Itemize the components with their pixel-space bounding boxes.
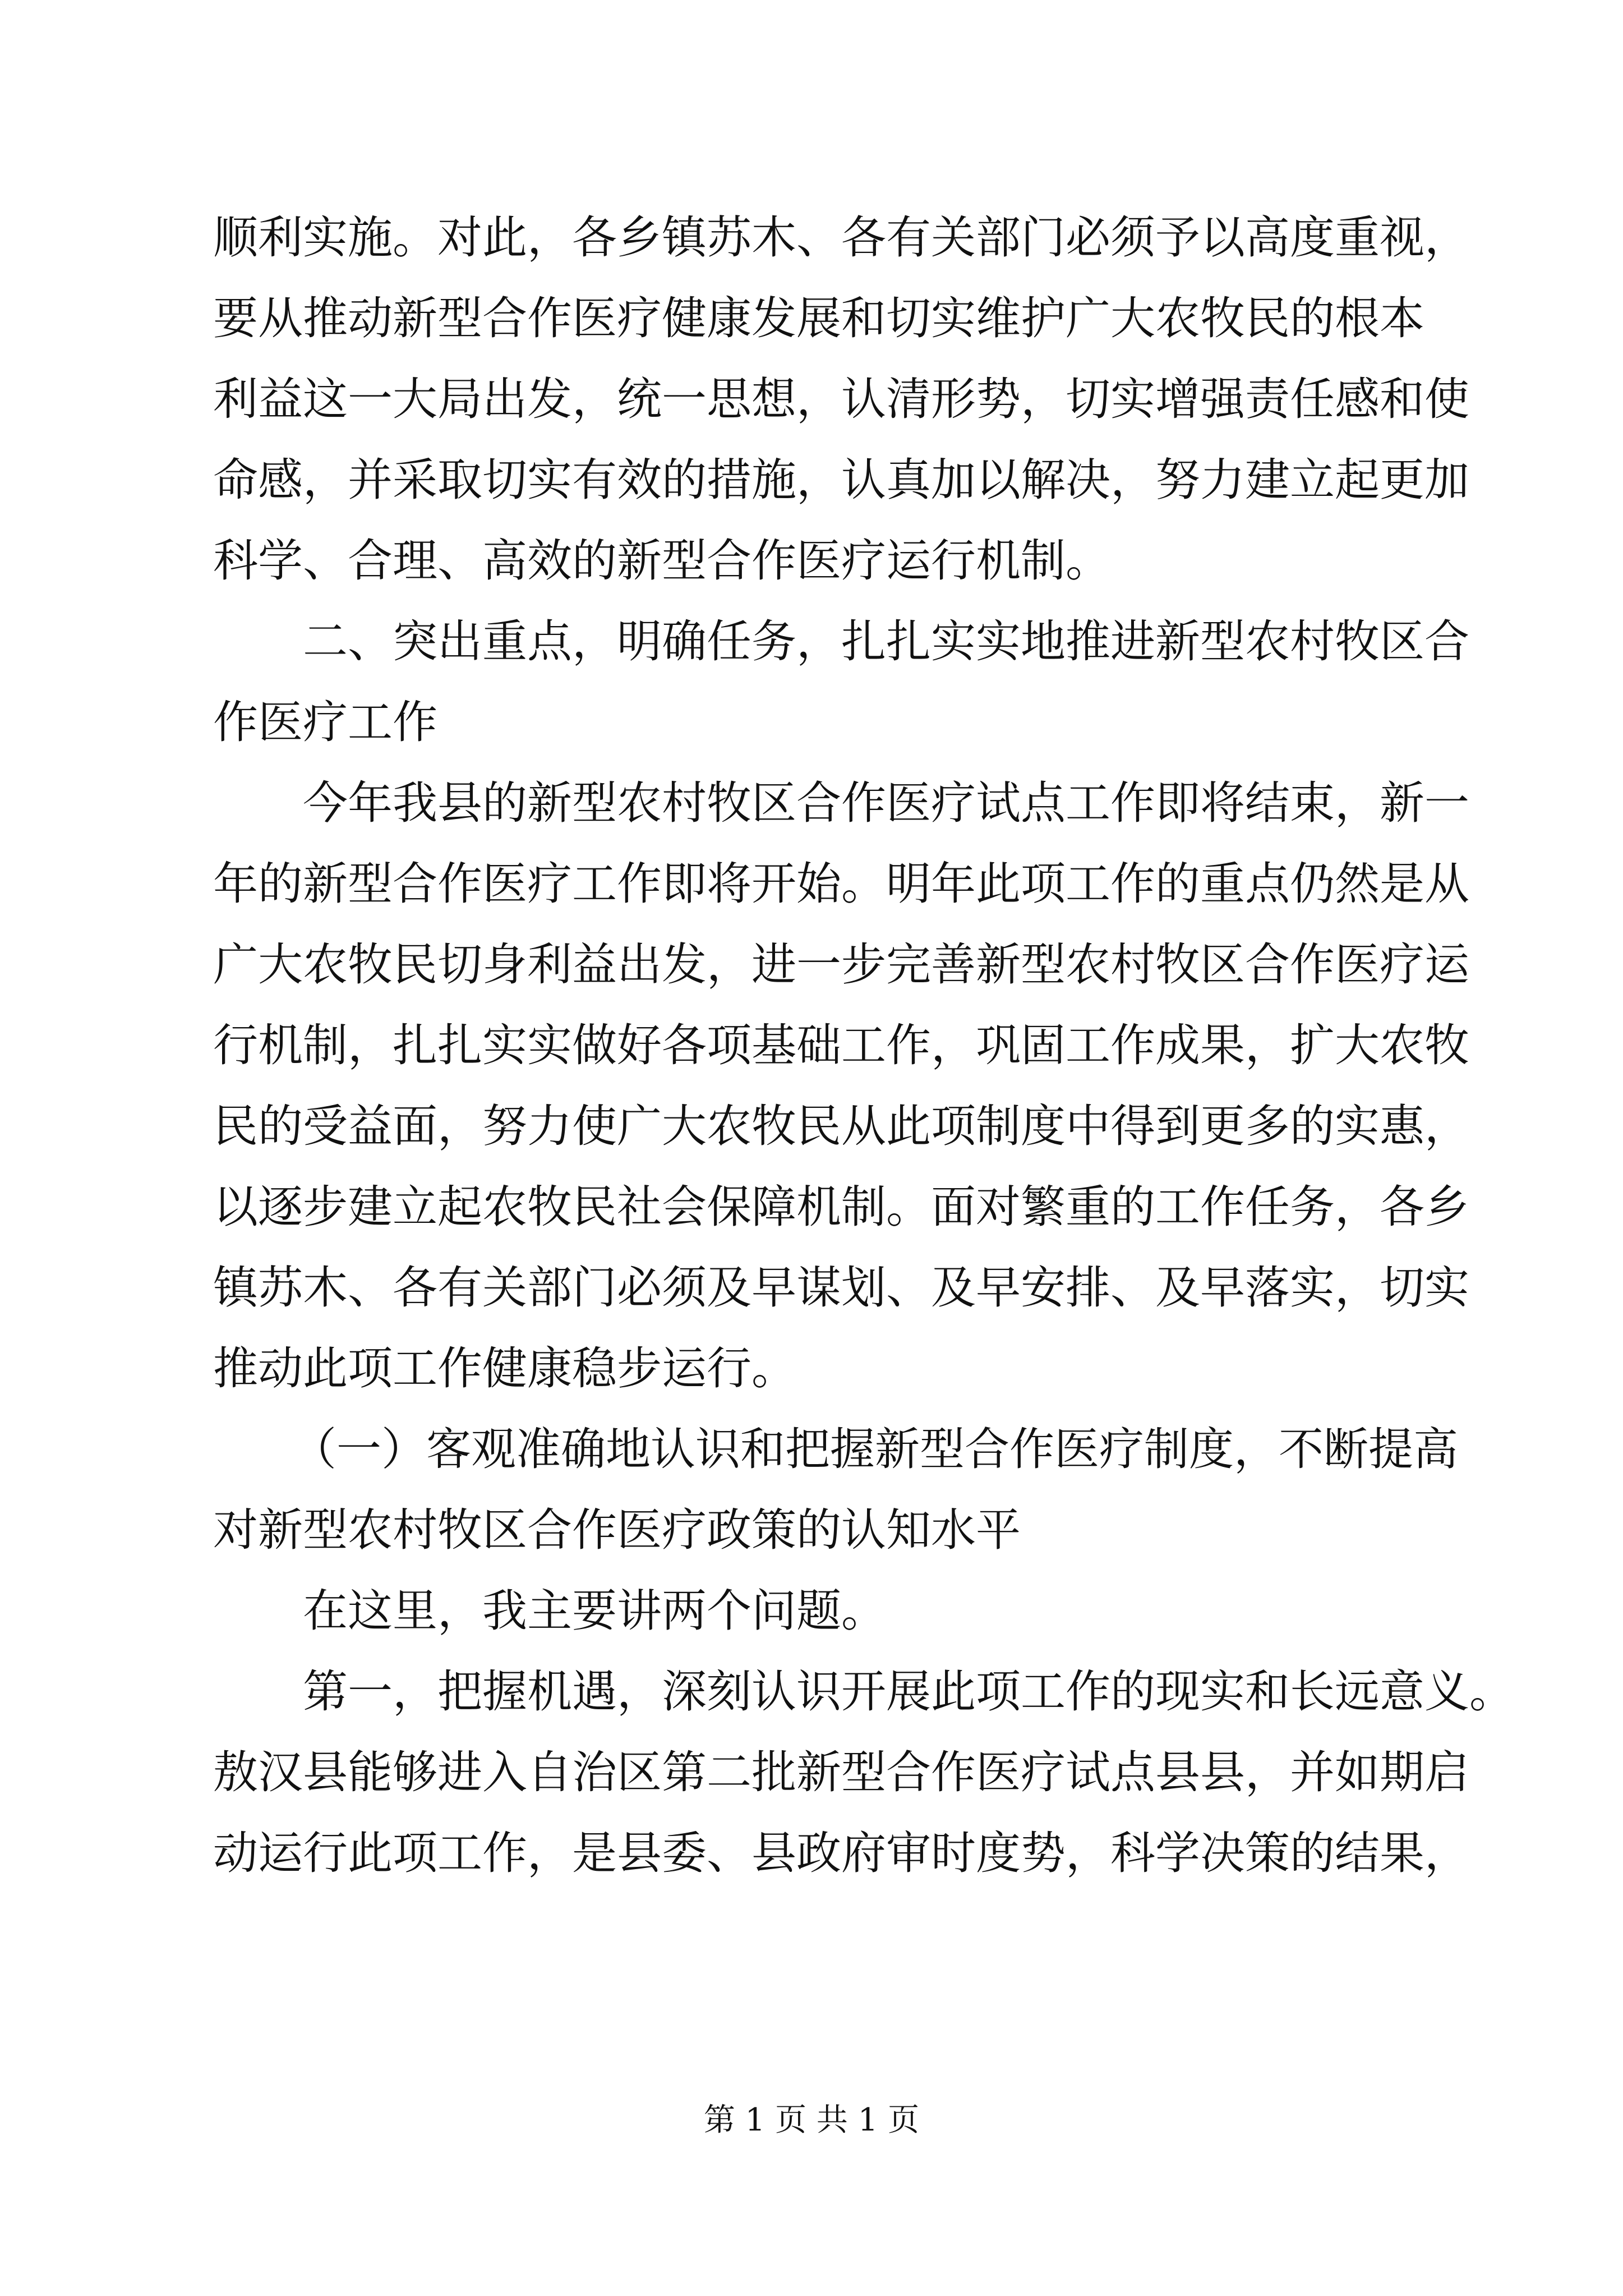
text-line: 敖汉县能够进入自治区第二批新型合作医疗试点县县，并如期启 [213, 1746, 1469, 1798]
text-line: 要从推动新型合作医疗健康发展和切实维护广大农牧民的根本 [213, 292, 1424, 344]
text-line: 推动此项工作健康稳步运行。 [213, 1342, 796, 1395]
text-line: 行机制，扎扎实实做好各项基础工作，巩固工作成果，扩大农牧 [213, 1019, 1469, 1071]
text-line: 以逐步建立起农牧民社会保障机制。面对繁重的工作任务，各乡 [213, 1181, 1469, 1233]
text-line: 利益这一大局出发，统一思想，认清形势，切实增强责任感和使 [213, 373, 1469, 425]
text-line: 命感，并采取切实有效的措施，认真加以解决，努力建立起更加 [213, 454, 1469, 506]
text-line: 民的受益面，努力使广大农牧民从此项制度中得到更多的实惠， [213, 1100, 1469, 1152]
text-line: 第一，把握机遇，深刻认识开展此项工作的现实和长远意义。 [303, 1665, 1514, 1718]
text-line: 在这里，我主要讲两个问题。 [303, 1585, 886, 1637]
subsection-heading-line: 对新型农村牧区合作医疗政策的认知水平 [213, 1504, 1021, 1556]
subsection-heading-line: （一）客观准确地认识和把握新型合作医疗制度，不断提高 [292, 1423, 1458, 1475]
section-heading-line: 二、突出重点，明确任务，扎扎实实地推进新型农村牧区合 [303, 615, 1469, 668]
text-line: 年的新型合作医疗工作即将开始。明年此项工作的重点仍然是从 [213, 858, 1469, 910]
text-line: 广大农牧民切身利益出发，进一步完善新型农村牧区合作医疗运 [213, 938, 1469, 991]
text-line: 科学、合理、高效的新型合作医疗运行机制。 [213, 535, 1110, 587]
text-line: 今年我县的新型农村牧区合作医疗试点工作即将结束，新一 [303, 777, 1469, 829]
document-body [213, 197, 1514, 1894]
page-number-footer: 第 1 页 共 1 页 [703, 2102, 920, 2138]
section-heading-line: 作医疗工作 [213, 696, 437, 748]
text-line: 顺利实施。对此，各乡镇苏木、各有关部门必须予以高度重视， [213, 211, 1469, 264]
text-line: 动运行此项工作，是县委、县政府审时度势，科学决策的结果， [213, 1827, 1469, 1879]
text-line: 镇苏木、各有关部门必须及早谋划、及早安排、及早落实，切实 [213, 1262, 1469, 1314]
